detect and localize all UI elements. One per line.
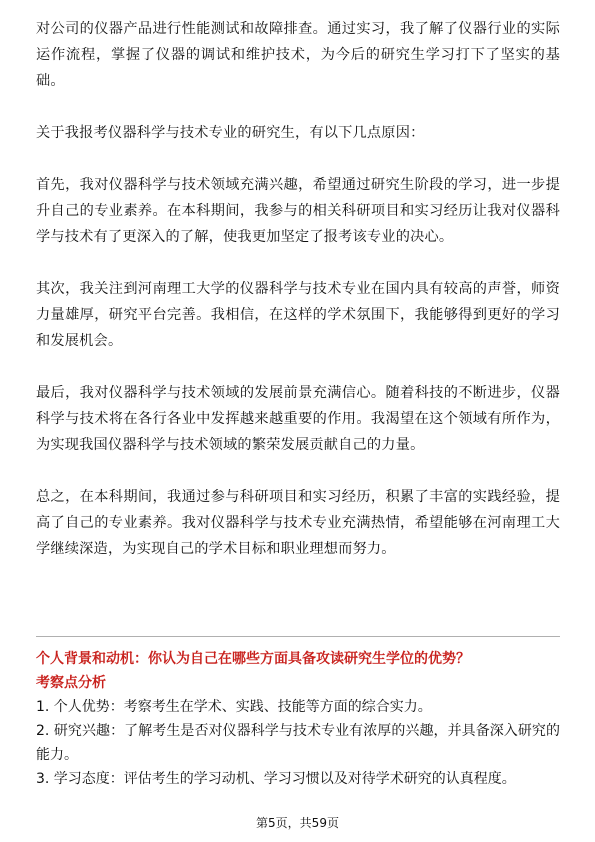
page-number: 第5页，共59页: [256, 816, 339, 830]
analysis-item-learning-attitude: 3. 学习态度：评估考生的学习动机、学习习惯以及对待学术研究的认真程度。: [36, 771, 516, 787]
paragraph-reason-university: 其次，我关注到河南理工大学的仪器科学与技术专业在国内具有较高的声誉，师资力量雄厚，研究平台完善。我相信，在这样的学术氛围下，我能够得到更好的学习和发展机会。: [36, 281, 560, 349]
analysis-item-research-interest: 2. 研究兴趣：了解考生是否对仪器科学与技术专业有浓厚的兴趣，并具备深入研究的能力。: [36, 723, 560, 763]
body-text: [36, 16, 560, 562]
paragraph-reasons-intro: 关于我报考仪器科学与技术专业的研究生，有以下几点原因：: [36, 125, 425, 141]
paragraph-internship-summary: 对公司的仪器产品进行性能测试和故障排查。通过实习，我了解了仪器行业的实际运作流程，掌握了仪器的调试和维护技术，为今后的研究生学习打下了坚实的基础。: [36, 21, 560, 89]
analysis-list: [36, 695, 560, 791]
question-heading: 个人背景和动机：你认为自己在哪些方面具备攻读研究生学位的优势？: [36, 651, 470, 667]
paragraph-reason-prospects: 最后，我对仪器科学与技术领域的发展前景充满信心。随着科技的不断进步，仪器科学与技术将在各行各业中发挥越来越重要的作用。我渴望在这个领域有所作为，为实现我国仪器科学与技术领域的繁荣发展贡献自己的力量。: [36, 385, 560, 453]
analysis-title: 考察点分析: [36, 675, 106, 691]
paragraph-conclusion: 总之，在本科期间，我通过参与科研项目和实习经历，积累了丰富的实践经验，提高了自己的专业素养。我对仪器科学与技术专业充满热情，希望能够在河南理工大学继续深造，为实现自己的学术目标和职业理想而努力。: [36, 489, 560, 557]
question-section: [36, 647, 560, 791]
analysis-item-personal-advantage: 1. 个人优势：考察考生在学术、实践、技能等方面的综合实力。: [36, 699, 432, 715]
section-divider: [36, 636, 560, 637]
paragraph-reason-interest: 首先，我对仪器科学与技术领域充满兴趣，希望通过研究生阶段的学习，进一步提升自己的专业素养。在本科期间，我参与的相关科研项目和实习经历让我对仪器科学与技术有了更深入的了解，使我更加坚定了报考该专业的决心。: [36, 177, 560, 245]
